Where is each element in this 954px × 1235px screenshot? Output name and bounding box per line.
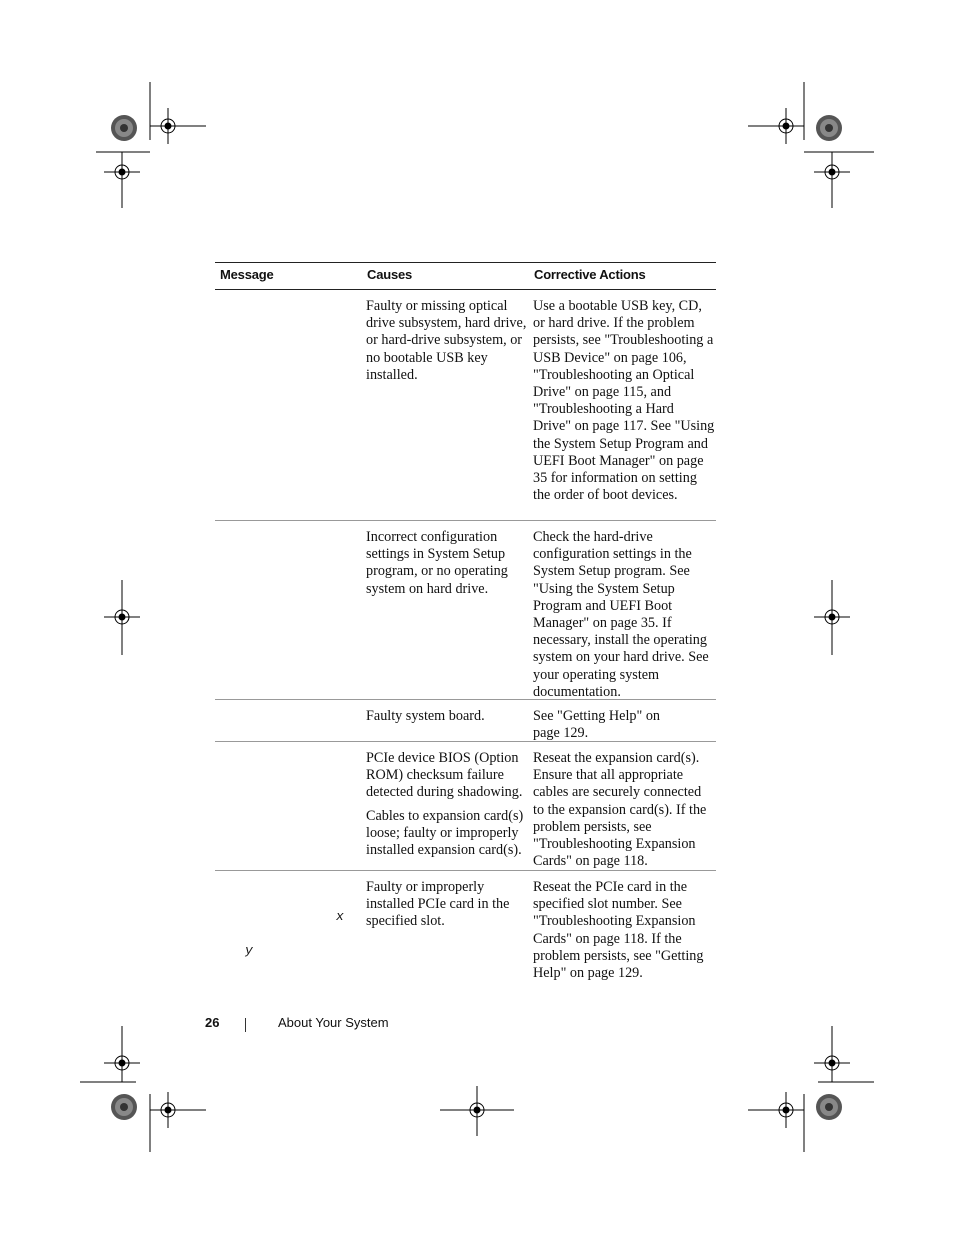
actions-cell: See "Getting Help" on page 129. xyxy=(533,708,661,742)
cause-text: Incorrect configuration settings in System Setup program, or no operating system on hard drive. xyxy=(366,529,508,597)
causes-cell xyxy=(366,750,528,865)
table-row xyxy=(215,521,716,700)
actions-cell: Reseat the PCIe card in the specified slot number. See "Troubleshooting Expansion Cards" on page 118. If the problem persists, see "Getting Help" on page 129. xyxy=(533,879,704,982)
cause-text: Faulty system board. xyxy=(366,708,485,724)
actions-cell: Check the hard-drive configuration settings in the System Setup program. See "Using the System Setup Program and UEFI Boot Manager" on page 35. If necessary, install the operating system on your hard drive. See your operating system documentation. xyxy=(533,529,709,700)
actions-cell: Reseat the expansion card(s). Ensure that all appropriate cables are securely connected to the expansion card(s). If the problem persists, see "Troubleshooting Expansion Cards" on page 118. xyxy=(533,750,707,870)
causes-cell xyxy=(366,708,528,731)
actions-cell: Use a bootable USB key, CD, or hard drive. If the problem persists, see "Troubleshooting a USB Device" on page 106, "Troubleshooting an Optical Drive" on page 115, and "Troubleshooting a Hard Drive" on page 117. See "Using the System Setup Program and UEFI Boot Manager" on page 35 for information on setting the order of boot devices. xyxy=(533,298,715,504)
cause-text: PCIe device BIOS (Option ROM) checksum failure detected during shadowing. xyxy=(366,750,523,801)
error-message-table xyxy=(215,262,716,981)
table-row xyxy=(215,742,716,871)
causes-cell xyxy=(366,529,528,604)
table-row xyxy=(215,290,716,521)
message-variable-y: y xyxy=(245,943,253,958)
causes-cell xyxy=(366,298,528,390)
header-causes: Causes xyxy=(367,267,413,282)
table-row xyxy=(215,871,716,981)
causes-cell xyxy=(366,879,528,937)
table-header xyxy=(215,262,716,290)
footer-title: About Your System xyxy=(278,1015,389,1030)
header-message: Message xyxy=(220,267,274,282)
message-variable-x: x xyxy=(336,909,344,924)
cause-text: Faulty or missing optical drive subsystem, hard drive, or hard-drive subsystem, or no bootable USB key installed. xyxy=(366,298,527,383)
header-corrective-actions: Corrective Actions xyxy=(534,267,646,282)
footer-separator xyxy=(245,1018,246,1032)
table-row xyxy=(215,700,716,742)
page-number: 26 xyxy=(205,1015,220,1030)
cause-text: Cables to expansion card(s) loose; faulty or improperly installed expansion card(s). xyxy=(366,807,524,859)
cause-text: Faulty or improperly installed PCIe card in the specified slot. xyxy=(366,879,510,930)
